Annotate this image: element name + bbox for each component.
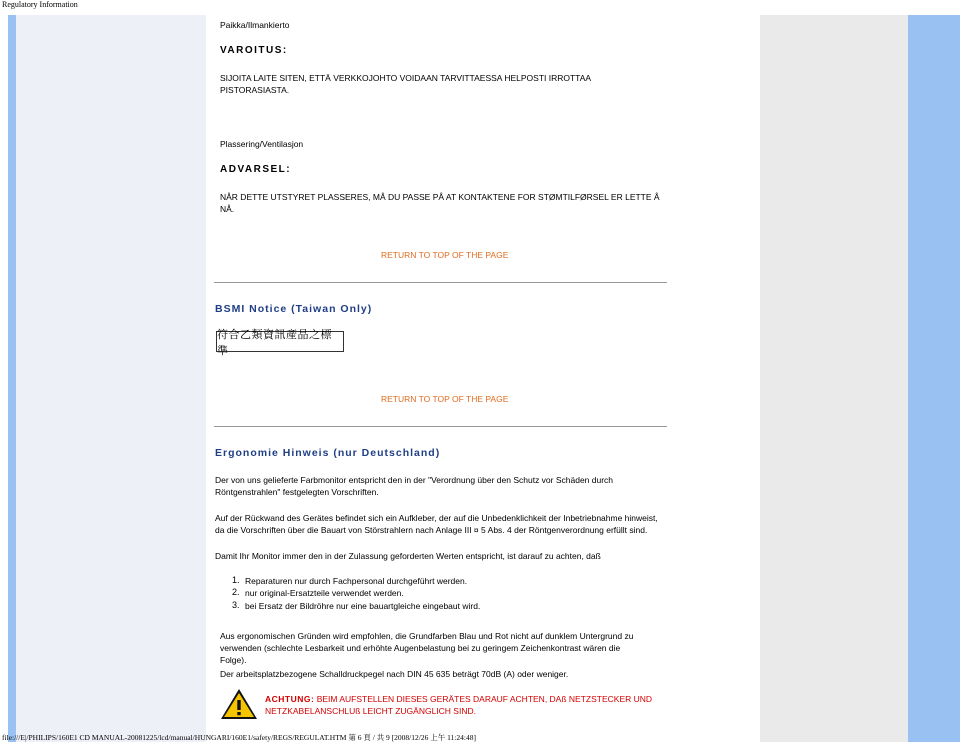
ergonomie-paragraph-5: Der arbeitsplatzbezogene Schalldruckpegel nach DIN 45 635 beträgt 70dB (A) oder weniger. [220,669,569,679]
list-item: Reparaturen nur durch Fachpersonal durchgeführt werden. [245,576,468,586]
list-item: bei Ersatz der Bildröhre nur eine bauartgleiche eingebaut wird. [245,601,481,611]
finnish-heading: Paikka/Ilmankierto [220,20,290,30]
norwegian-warning-title: ADVARSEL: [220,164,292,175]
ergonomie-paragraph-2: Auf der Rückwand des Gerätes befindet sich ein Aufkleber, der auf die Unbedenklichkeit der Inbetriebnahme hinweist, da die Vorschriften über die Bauart von Störstrahlern nach Anlage III ¤ 5 Abs. 4 der Röntgenverordnung erfüllt sind. [215,513,658,535]
list-item-number: 1. [232,575,240,585]
section-divider-1 [214,282,667,283]
list-item-number: 3. [232,600,240,610]
norwegian-warning-text: NÅR DETTE UTSTYRET PLASSERES, MÅ DU PASSE PÅ AT KONTAKTENE FOR STØMTILFØRSEL ER LETTE Å NÅ. [220,192,660,214]
ergonomie-heading: Ergonomie Hinweis (nur Deutschland) [215,447,441,459]
section-divider-2 [214,426,667,427]
footer-file-path: file:///E|/PHILIPS/160E1 CD MANUAL-20081225/lcd/manual/HUNGARI/160E1/safety/REGS/REGULAT.HTM 第 6 頁 / 共 9 [2008/12/26 上午 11:24:48] [2,733,476,742]
warning-triangle-icon [219,687,259,721]
finnish-warning-title: VAROITUS: [220,45,288,56]
return-top-link-1[interactable]: RETURN TO TOP OF THE PAGE [381,250,509,260]
bsmi-label-box: 符合乙類資訊產品之標準 [216,331,344,352]
right-margin-panel [760,15,908,742]
list-item-number: 2. [232,587,240,597]
left-margin-panel [16,15,206,742]
achtung-text: BEIM AUFSTELLEN DIESES GERÄTES DARAUF ACHTEN, DAß NETZSTECKER UND NETZKABELANSCHLUß LEICHT ZUGÄNGLICH SIND. [265,694,653,716]
achtung-warning [265,693,665,717]
bsmi-heading: BSMI Notice (Taiwan Only) [215,303,373,315]
ergonomie-paragraph-3: Damit Ihr Monitor immer den in der Zulassung geforderten Werten entspricht, ist darauf zu achten, daß [215,551,601,561]
achtung-label: ACHTUNG: [265,694,315,704]
ergonomie-paragraph-1: Der von uns gelieferte Farbmonitor entspricht den in der "Verordnung über den Schutz vor Schäden durch Röntgenstrahlen" festgelegten Vorschriften. [215,475,614,497]
right-accent-bar [908,15,960,742]
browser-header-title: Regulatory Information [2,0,78,9]
ergonomie-paragraph-4: Aus ergonomischen Gründen wird empfohlen, die Grundfarben Blau und Rot nicht auf dunklem Untergrund zu verwenden (schlechte Lesbarkeit und erhöhte Augenbelastung bei zu geringem Zeichenkontrast wären die Folge). [220,631,634,665]
norwegian-heading: Plassering/Ventilasjon [220,139,304,149]
list-item: nur original-Ersatzteile verwendet werden. [245,588,404,598]
return-top-link-2[interactable]: RETURN TO TOP OF THE PAGE [381,394,509,404]
left-accent-bar [8,15,16,742]
finnish-warning-text: SIJOITA LAITE SITEN, ETTÄ VERKKOJOHTO VOIDAAN TARVITTAESSA HELPOSTI IRROTTAA PISTORASIASTA. [220,73,591,95]
